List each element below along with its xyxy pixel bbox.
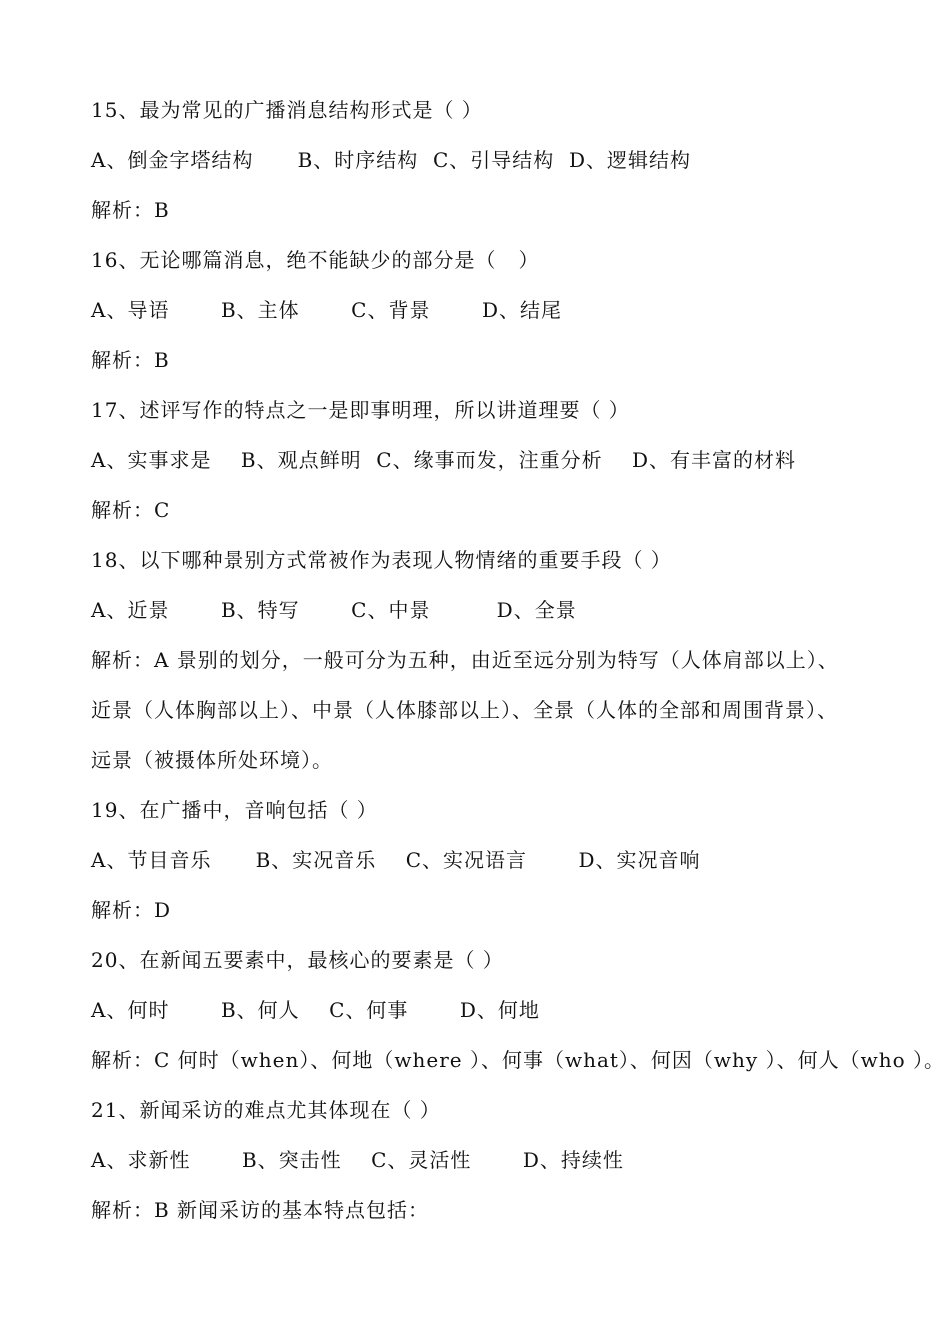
options-15: A、倒金字塔结构 B、时序结构 C、引导结构 D、逻辑结构 (91, 148, 692, 172)
question-20: 20、在新闻五要素中，最核心的要素是（ ） (91, 948, 504, 972)
question-18: 18、以下哪种景别方式常被作为表现人物情绪的重要手段（ ） (91, 548, 672, 572)
question-16: 16、无论哪篇消息，绝不能缺少的部分是（ ） (91, 248, 540, 272)
answer-19: 解析：D (91, 898, 172, 922)
answer-21: 解析：B 新闻采访的基本特点包括： (91, 1198, 430, 1222)
options-18: A、近景 B、特写 C、中景 D、全景 (91, 598, 577, 622)
options-17: A、实事求是 B、观点鲜明 C、缘事而发，注重分析 D、有丰富的材料 (91, 448, 797, 472)
options-19: A、节目音乐 B、实况音乐 C、实况语言 D、实况音响 (91, 848, 701, 872)
options-16: A、导语 B、主体 C、背景 D、结尾 (91, 298, 562, 322)
question-15: 15、最为常见的广播消息结构形式是（ ） (91, 98, 483, 122)
question-17: 17、述评写作的特点之一是即事明理，所以讲道理要（ ） (91, 398, 630, 422)
answer-20: 解析：C 何时（when）、何地（where ）、何事（what）、何因（why ）、何人（who ）。 (91, 1048, 945, 1072)
answer-17: 解析：C (91, 498, 171, 522)
answer-18-line-2: 近景（人体胸部以上）、中景（人体膝部以上）、全景（人体的全部和周围背景）、 (91, 698, 838, 722)
answer-18-line-1: 解析：A 景别的划分，一般可分为五种，由近至远分别为特写（人体肩部以上）、 (91, 648, 839, 672)
question-19: 19、在广播中，音响包括（ ） (91, 798, 378, 822)
options-21: A、求新性 B、突击性 C、灵活性 D、持续性 (91, 1148, 624, 1172)
question-21: 21、新闻采访的难点尤其体现在（ ） (91, 1098, 441, 1122)
answer-16: 解析：B (91, 348, 170, 372)
document-page (91, 95, 945, 1245)
answer-18-line-3: 远景（被摄体所处环境）。 (91, 748, 333, 772)
answer-15: 解析：B (91, 198, 170, 222)
options-20: A、何时 B、何人 C、何事 D、何地 (91, 998, 540, 1022)
